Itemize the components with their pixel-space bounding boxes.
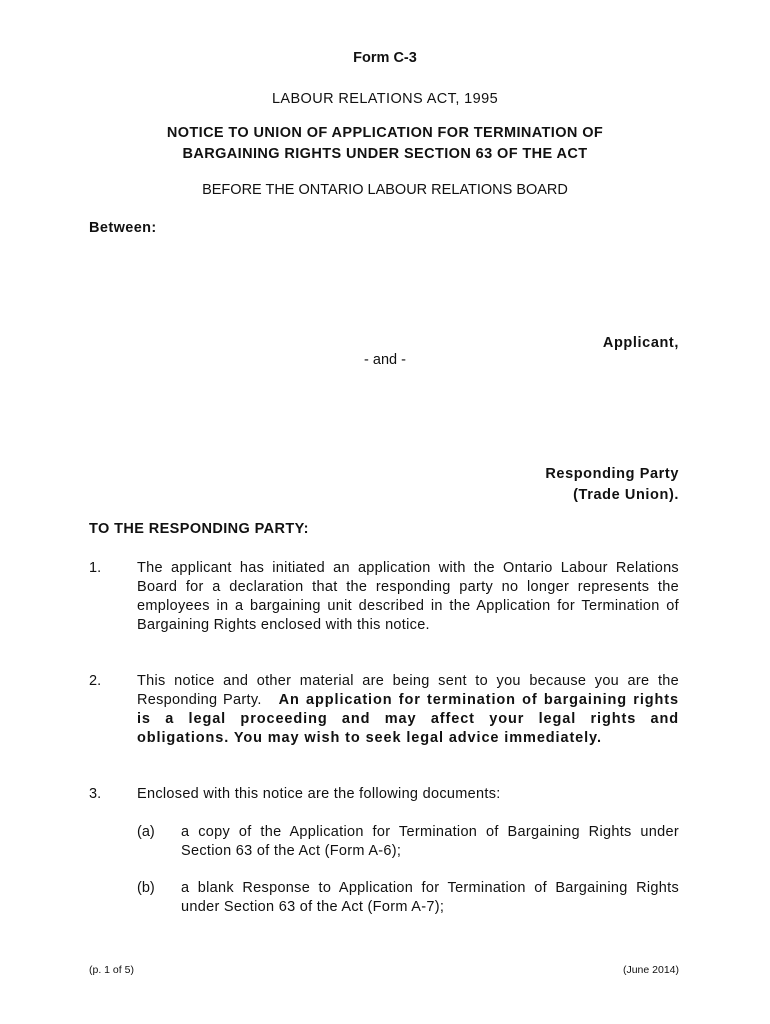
- responding-party-text: Responding Party: [545, 466, 679, 482]
- item-2-number: 2.: [89, 673, 102, 689]
- item-1-number: 1.: [89, 560, 102, 576]
- revision-date: (June 2014): [622, 964, 679, 976]
- subitem-b-text: a blank Response to Application for Termination of Bargaining Rights under Section 63 of the Act (Form A-7);: [181, 880, 679, 915]
- board-title: BEFORE THE ONTARIO LABOUR RELATIONS BOARD: [202, 182, 568, 198]
- applicant-label: Applicant,: [602, 335, 679, 351]
- subitem-a-text: a copy of the Application for Termination of Bargaining Rights under Section 63 of the Act (Form A-6);: [181, 824, 679, 859]
- and-separator: - and -: [364, 352, 406, 368]
- item-3-number: 3.: [89, 786, 102, 802]
- between-label: Between:: [89, 220, 157, 236]
- act-title: LABOUR RELATIONS ACT, 1995: [271, 91, 499, 107]
- trade-union-text: (Trade Union).: [573, 487, 679, 503]
- item-3-text: Enclosed with this notice are the following documents:: [137, 786, 501, 802]
- page-number: (p. 1 of 5): [89, 964, 134, 976]
- item-2-text: [137, 672, 679, 748]
- item-2-text-plain: This notice and other material are being sent to you because you are the Responding Party.: [137, 673, 679, 708]
- to-responding-party-heading: TO THE RESPONDING PARTY:: [89, 521, 309, 537]
- notice-title-line2: BARGAINING RIGHTS UNDER SECTION 63 OF THE ACT: [182, 146, 588, 162]
- subitem-a-label: (a): [137, 824, 155, 840]
- item-2-text-bold: An application for termination of bargaining rights is a legal proceeding and may affect your legal rights and obligations. You may wish to seek legal advice immediately.: [137, 692, 679, 746]
- responding-party-label: [545, 464, 679, 506]
- item-1-text: The applicant has initiated an application with the Ontario Labour Relations Board for a declaration that the responding party no longer represents the employees in a bargaining unit described in the Application for Termination of Bargaining Rights enclosed with this notice.: [137, 560, 679, 633]
- form-label: Form C-3: [353, 50, 417, 66]
- notice-title-line1: NOTICE TO UNION OF APPLICATION FOR TERMINATION OF: [166, 125, 604, 141]
- subitem-b-label: (b): [137, 880, 155, 896]
